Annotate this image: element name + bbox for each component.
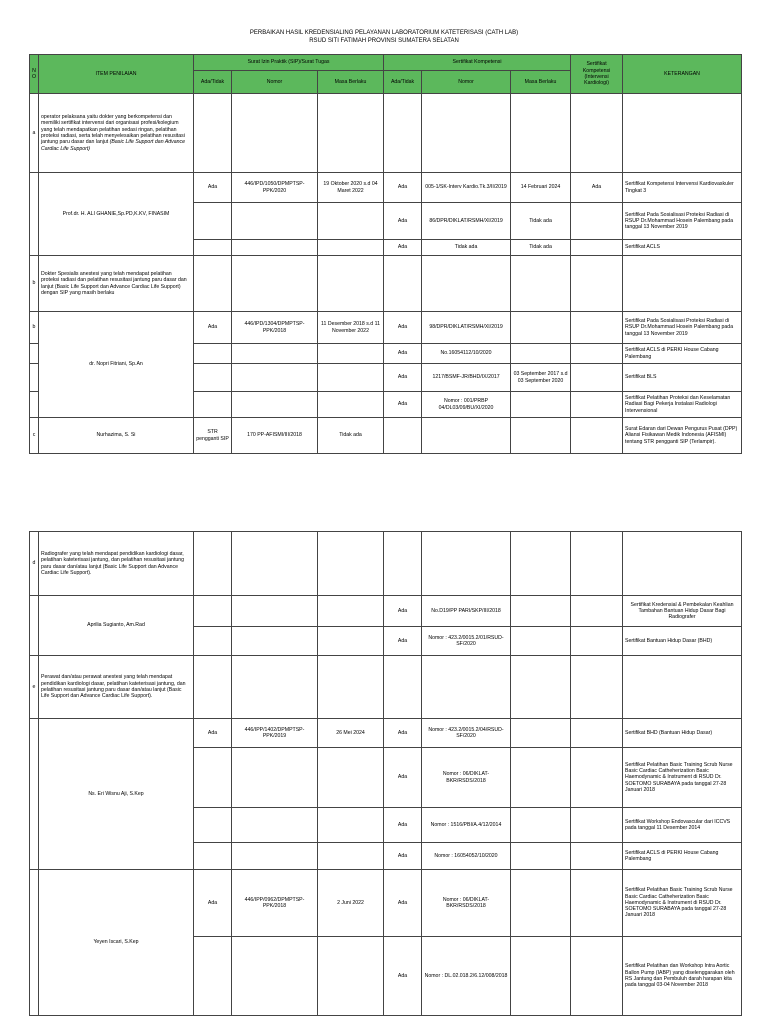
table-row: Ada Nomor : 001/PRBP 04/DL03/09/BU/XI/2020 Sertifikat Pelatihan Proteksi dan Keselamatan Radiasi Bagi Pekerja Instalasi Radiologi Intervensional: [30, 392, 742, 418]
header-nomor: Nomor: [422, 71, 511, 94]
section-description: operator pelaksana yaitu dokter yang berkompetensi dan memiliki sertifikat intervensi dari organisasi profesi/kolegium yang telah mendapatkan pelatihan sedasi ringan, pelatihan proteksi radiasi, serta telah menyelesaikan pelatihan resusitasi jantung paru dasar dan lanjut (Basic Life Support dan Advance Cardiac Life Support): [39, 94, 194, 173]
table-row: Yeyen Iscari, S.Kep Ada 446/IPP/0962/DPMPTSP-PPK/2018 2 Juni 2022 Ada Nomor : 06/DIKLAT-BKR/RSDS/2018 Sertifikat Pelatihan Basic Training Scrub Nurse Basic Cardiac Catheherization Basic Haemodynamic & Instrument di RSUD Dr. SOETOMO SURABAYA pada tanggal 27-28 Januari 2018: [30, 870, 742, 937]
sip-masa: 19 Oktober 2020 s.d 04 Maret 2022: [318, 173, 384, 203]
header-sip: Surat Izin Praktik (SIP)/Surat Tugas: [194, 55, 384, 71]
header-intervensi: Sertifikat Kompetensi (Intervensi Kardiologi): [571, 55, 623, 94]
document-subtitle: RSUD SITI FATIMAH PROVINSI SUMATERA SELATAN: [309, 38, 459, 44]
table-row: Ada No.16054112/10/2020 Sertifikat ACLS di PERKI House Cabang Palembang: [30, 344, 742, 364]
table-row: Ada 1217/BSMF-JR/BHD/IX/2017 03 September 2017 s.d 03 September 2020 Sertifikat BLS: [30, 364, 742, 392]
table-row: Prof.dr. H. ALI GHANIE,Sp.PD,K.KV, FINASIM Ada 446/IPD/1050/DPMPTSP-PPK/2020 19 Oktober 2020 s.d 04 Maret 2022 Ada 005-1/SK-Interv Kardio.Tk.3/II/2019 14 Februari 2024 Ada Sertifikat Kompetensi Intervensi Kardiovaskuler Tingkat 3: [30, 173, 742, 203]
table-row: Ada Nomor : 06/DIKLAT-BKR/RSDS/2018 Sertifikat Pelatihan Basic Training Scrub Nurse Basic Cardiac Catheherization Basic Haemodynamic & Instrument di RSUD Dr. SOETOMO SURABAYA pada tanggal 27-28 Januari 2018: [30, 748, 742, 808]
section-description: Perawat dan/atau perawat anestesi yang telah mendapat pendidikan kardiologi dasar, pelatihan kateterisasi jantung, dan pelatihan resusitasi jantung paru dasar dan/atau lanjut (Basic Life Support dan Advance Cardiac Life Support).: [39, 656, 194, 719]
document-title: PERBAIKAN HASIL KREDENSIALING PELAYANAN LABORATORIUM KATETERISASI (CATH LAB): [249, 30, 519, 36]
person-name: Nurhazima, S. Si: [39, 418, 194, 454]
table-row: Ada Nomor : 423.2/0015.2/01/RSUD-SF/2020 Sertifikat Bantuan Hidup Dasar (BHD): [30, 627, 742, 656]
header-item: ITEM PENILAIAN: [39, 55, 194, 94]
sip-ada: Ada: [194, 173, 232, 203]
sip-nomor: 446/IPD/1050/DPMPTSP-PPK/2020: [232, 173, 318, 203]
table-row: c Nurhazima, S. Si STR pengganti SIP 170 PP-AFISMI/III/2018 Tidak ada Surat Edaran dari Dewan Pengurus Pusat (DPP) Aliansi Fisikawan Medik Indonesia (AFISMI) tentang STR pengganti SIP (Terlampir).: [30, 418, 742, 454]
person-name: Prof.dr. H. ALI GHANIE,Sp.PD,K.KV, FINASIM: [39, 173, 194, 256]
table-row: Aprilia Sugianto, Am.Rad Ada No.D19/PP PARI/SKP/III/2018 Sertifikat Kredensial & Pembekalan Keahlian Tambahan Bantuan Hidup Dasar Bagi Radiografer: [30, 596, 742, 627]
table-row: Ada Nomor : 16054052/10/2020 Sertifikat ACLS di PERKI House Cabang Palembang: [30, 843, 742, 870]
header-masa-berlaku: Masa Berlaku: [511, 71, 571, 94]
header-ada-tidak: Ada/Tidak: [384, 71, 422, 94]
section-description: Radiografer yang telah mendapat pendidikan kardiologi dasar, pelatihan kateterisasi jantung, dan pelatihan resusitasi jantung paru dasar dan/atau lanjut (Basic Life Support dan Advance Cardiac Life Support).: [39, 532, 194, 596]
table-row: [30, 94, 742, 173]
table-row: Ada Nomor : 1516/PBI/A.4/12/2014 Sertifikat Workshop Endovascular dari ICCVS pada tanggal 11 Desember 2014: [30, 808, 742, 843]
header-ada-tidak: Ada/Tidak: [194, 71, 232, 94]
person-name: dr. Nopri Fitriani, Sp.An: [39, 312, 194, 418]
table-row: e Perawat dan/atau perawat anestesi yang telah mendapat pendidikan kardiologi dasar, pelatihan kateterisasi jantung, dan pelatihan resusitasi jantung paru dasar dan/atau lanjut (Basic Life Support dan Advance Cardiac Life Support).: [30, 656, 742, 719]
section-description: Dokter Spesialis anestesi yang telah mendapat pelatihan proteksi radiasi dan pelatihan resusitasi jantung paru dasar dan lanjut (Basic Life Support dan Advance Cardiac Life Support) dengan SIP yang masih berlaku: [39, 256, 194, 312]
header-keterangan: KETERANGAN: [623, 55, 742, 94]
table-row: b Dokter Spesialis anestesi yang telah mendapat pelatihan proteksi radiasi dan pelatihan resusitasi jantung paru dasar dan lanjut (Basic Life Support dan Advance Cardiac Life Support) dengan SIP yang masih berlaku: [30, 256, 742, 312]
credential-table-page-1: [29, 54, 742, 454]
table-row: d Radiografer yang telah mendapat pendidikan kardiologi dasar, pelatihan kateterisasi jantung, dan pelatihan resusitasi jantung paru dasar dan/atau lanjut (Basic Life Support dan Advance Cardiac Life Support).: [30, 532, 742, 596]
table-row: b dr. Nopri Fitriani, Sp.An Ada 446/IPD/1304/DPMPTSP-PPK/2018 11 Desember 2018 s.d 11 November 2022 Ada 98/DPR/DIKLAT/RSMH/XI/2019 Sertifikat Pada Sosialisasi Proteksi Radiasi di RSUP Dr.Mohammad Hosein Palembang pada tanggal 13 November 2019: [30, 312, 742, 344]
header-masa-berlaku: Masa Berlaku: [318, 71, 384, 94]
person-name: Aprilia Sugianto, Am.Rad: [39, 596, 194, 656]
table-row: Ns. Eri Wisnu Aji, S.Kep Ada 446/IPP/1402/DPMPTSP-PPK/2019 26 Mei 2024 Ada Nomor : 423.2/0015.2/04/RSUD-SF/2020 Sertifikat BHD (Bantuan Hidup Dasar): [30, 719, 742, 748]
person-name: Yeyen Iscari, S.Kep: [39, 870, 194, 1016]
header-kompetensi: Sertifikat Kompetensi: [384, 55, 571, 71]
header-nomor: Nomor: [232, 71, 318, 94]
table-row: Ada Nomor : DL.02.018.2/6.12/008/2018 Sertifikat Pelatihan dan Workshop Intra Aortic Ballon Pump (IABP) yang diselenggarakan oleh RS Jantung dan Pembuluh darah harapan kita pada tanggal 03-04 November 2018: [30, 937, 742, 1016]
person-name: Ns. Eri Wisnu Aji, S.Kep: [39, 719, 194, 870]
table-row: Ada 86/DPR/DIKLAT/RSMH/XI/2019 Tidak ada Sertifikat Pada Sosialisasi Proteksi Radiasi di RSUP Dr.Mohammad Hosein Palembang pada tanggal 13 November 2019: [30, 203, 742, 240]
row-label: a: [30, 94, 39, 173]
table-row: Ada Tidak ada Tidak ada Sertifikat ACLS: [30, 240, 742, 256]
header-no: NO: [30, 55, 39, 94]
credential-table-page-2: [29, 531, 742, 1016]
